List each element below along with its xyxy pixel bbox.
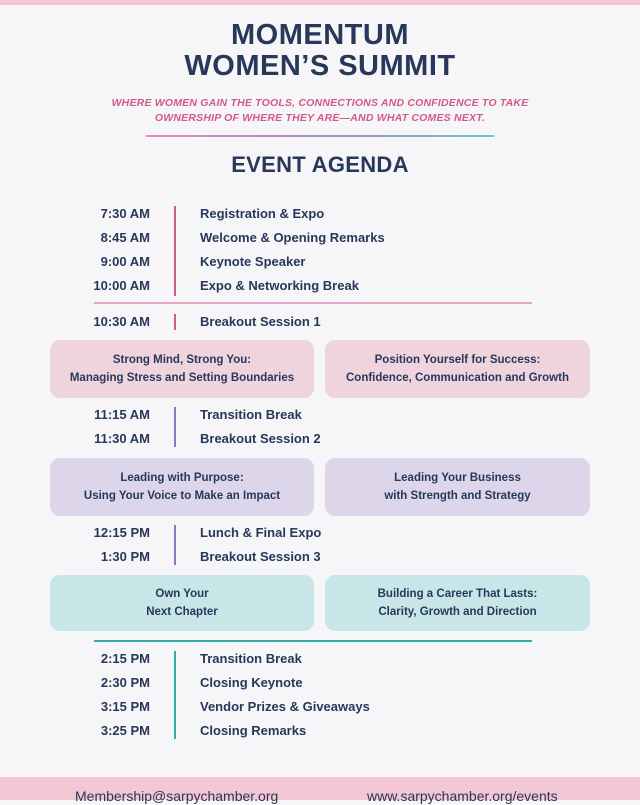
tagline-line-2: OWNERSHIP OF WHERE THEY ARE—AND WHAT COMES NEXT.	[154, 112, 486, 124]
agenda-item: Breakout Session 2	[200, 431, 321, 446]
agenda-time: 11:30 AM	[94, 431, 150, 446]
agenda-time: 8:45 AM	[100, 230, 150, 245]
agenda-item: Welcome & Opening Remarks	[200, 230, 385, 245]
session-title: Own Your	[155, 588, 209, 600]
session-title: Position Yourself for Success:	[374, 354, 541, 366]
session-card	[325, 340, 590, 398]
session-subtitle: with Strength and Strategy	[384, 490, 531, 502]
page-title	[0, 20, 640, 82]
session-title: Leading with Purpose:	[120, 472, 244, 484]
tagline	[100, 96, 540, 126]
footer-website-link[interactable]: www.sarpychamber.org/events	[367, 788, 558, 804]
agenda-item: Registration & Expo	[200, 206, 325, 221]
session-subtitle: Managing Stress and Setting Boundaries	[69, 372, 295, 384]
agenda-item: Keynote Speaker	[200, 254, 306, 269]
section-divider-pink	[94, 302, 532, 304]
session-subtitle: Confidence, Communication and Growth	[346, 372, 569, 384]
agenda-time: 3:25 PM	[100, 723, 150, 738]
agenda-time: 2:15 PM	[100, 651, 150, 666]
session-card	[50, 458, 314, 516]
agenda-item: Closing Keynote	[200, 675, 303, 690]
agenda-row	[0, 673, 640, 693]
agenda-item: Lunch & Final Expo	[200, 525, 322, 540]
section-divider-teal	[94, 640, 532, 642]
agenda-item: Expo & Networking Break	[200, 278, 359, 293]
agenda-time: 1:30 PM	[100, 549, 150, 564]
agenda-item: Transition Break	[200, 651, 302, 666]
agenda-row	[0, 547, 640, 567]
agenda-item: Transition Break	[200, 407, 302, 422]
gradient-divider	[146, 135, 494, 137]
agenda-row	[0, 252, 640, 272]
title-line-2: WOMEN’S SUMMIT	[184, 50, 456, 82]
agenda-row	[0, 276, 640, 296]
footer-email-link[interactable]: Membership@sarpychamber.org	[75, 788, 279, 804]
agenda-row	[0, 405, 640, 425]
agenda-title: EVENT AGENDA	[231, 152, 409, 177]
top-accent-bar	[0, 0, 640, 5]
session-title: Leading Your Business	[394, 472, 521, 484]
agenda-item: Vendor Prizes & Giveaways	[200, 699, 370, 714]
session-card	[50, 340, 314, 398]
agenda-time: 12:15 PM	[93, 525, 150, 540]
agenda-row	[0, 721, 640, 741]
session-card	[325, 575, 590, 631]
agenda-time: 11:15 AM	[94, 407, 150, 422]
session-subtitle: Next Chapter	[146, 606, 218, 618]
footer-bar	[0, 777, 640, 804]
session-subtitle: Using Your Voice to Make an Impact	[83, 490, 281, 502]
agenda-row	[0, 429, 640, 449]
agenda-time: 7:30 AM	[100, 206, 150, 221]
session-subtitle: Clarity, Growth and Direction	[378, 606, 537, 618]
session-title: Building a Career That Lasts:	[377, 588, 538, 600]
agenda-time: 10:30 AM	[93, 314, 150, 329]
agenda-time: 10:00 AM	[93, 278, 150, 293]
agenda-row	[0, 649, 640, 669]
agenda-row	[0, 204, 640, 224]
session-card	[50, 575, 314, 631]
agenda-item: Breakout Session 1	[200, 314, 321, 329]
session-title: Strong Mind, Strong You:	[112, 354, 252, 366]
agenda-row	[0, 523, 640, 543]
agenda-item: Breakout Session 3	[200, 549, 321, 564]
title-line-1: MOMENTUM	[231, 19, 409, 51]
agenda-row	[0, 697, 640, 717]
tagline-line-1: WHERE WOMEN GAIN THE TOOLS, CONNECTIONS AND CONFIDENCE TO TAKE	[111, 97, 529, 109]
agenda-time: 9:00 AM	[100, 254, 150, 269]
agenda-time: 2:30 PM	[100, 675, 150, 690]
agenda-item: Closing Remarks	[200, 723, 307, 738]
agenda-row	[0, 228, 640, 248]
agenda-row	[0, 312, 640, 332]
agenda-time: 3:15 PM	[100, 699, 150, 714]
session-card	[325, 458, 590, 516]
